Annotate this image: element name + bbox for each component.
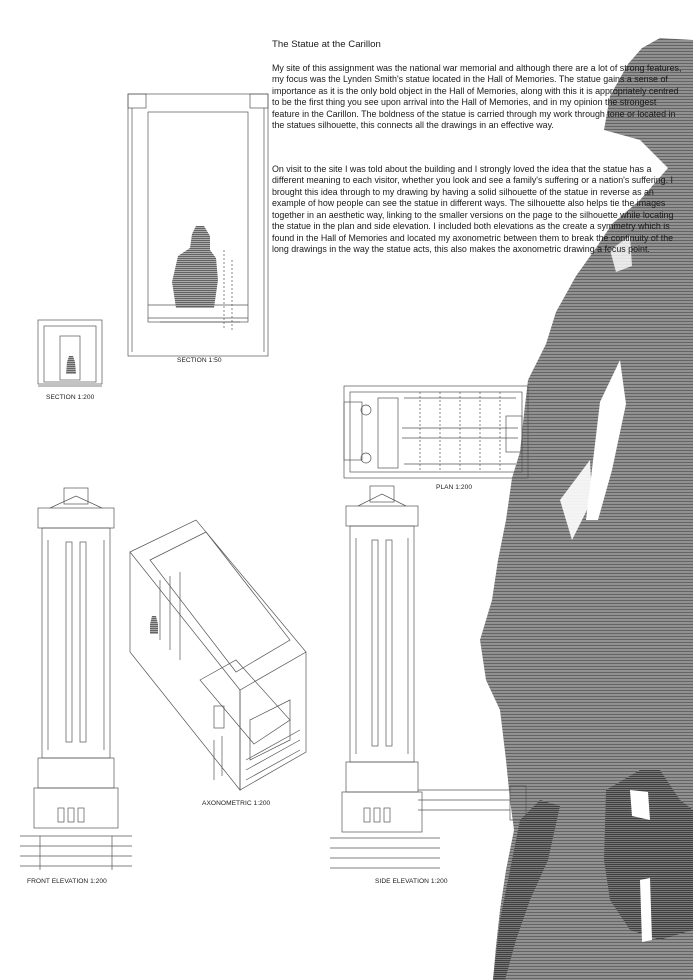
- concept-paragraph: On visit to the site I was told about the building and I strongly loved the idea that the statue has a different meaning to each visitor, whether you look and see a family's suffering or a nation's suffering. I brought this idea through to my drawing by having a solid silhouette of the statue in reverse as an example of how people can see the statue in different ways. The silhouette also helps tie the images together in an aesthetic way, linking to the smaller versions on the page to the silhouette while locating the statue in the plan and side elevation. I included both elevations as the create a symmetry which is found in the Hall of Memories and located my axonometric between them to break the continuity of the long drawings in the way the statue acts, this also makes the axonometric drawing a focus point.: [272, 164, 674, 255]
- page-title: The Statue at the Carillon: [272, 39, 381, 50]
- section-1-200-caption: SECTION 1:200: [46, 394, 95, 401]
- plan-caption: PLAN 1:200: [436, 484, 473, 491]
- section-1-200-drawing: [38, 320, 102, 386]
- section-1-50-caption: SECTION 1:50: [177, 357, 222, 364]
- front-elevation-caption: FRONT ELEVATION 1:200: [27, 878, 107, 885]
- intro-paragraph: My site of this assignment was the national war memorial and although there are a lot of strong features, my focus was the Lynden Smith's statue located in the Hall of Memories. The statue gains a sense of importance as it is the only bold object in the Hall of Memories, along with this it is appropriately centred to be the first thing you see upon arrival into the Hall of Memories, and in my opinion the strongest feature in the Carillon. The boldness of the statue is carried through my work through tone or located in the statues silhouette, this connects all the drawings in an effective way.: [272, 63, 682, 131]
- front-elevation-drawing: [20, 488, 132, 870]
- side-elevation-caption: SIDE ELEVATION 1:200: [375, 878, 448, 885]
- statue-mini-section-50: [172, 226, 218, 308]
- section-1-50-drawing: [128, 94, 268, 356]
- plan-drawing: [344, 386, 528, 478]
- statue-mini-section-200: [66, 356, 76, 374]
- axonometric-caption: AXONOMETRIC 1:200: [202, 800, 271, 807]
- axonometric-drawing: [130, 520, 306, 790]
- statue-mini-axonometric: [150, 616, 158, 634]
